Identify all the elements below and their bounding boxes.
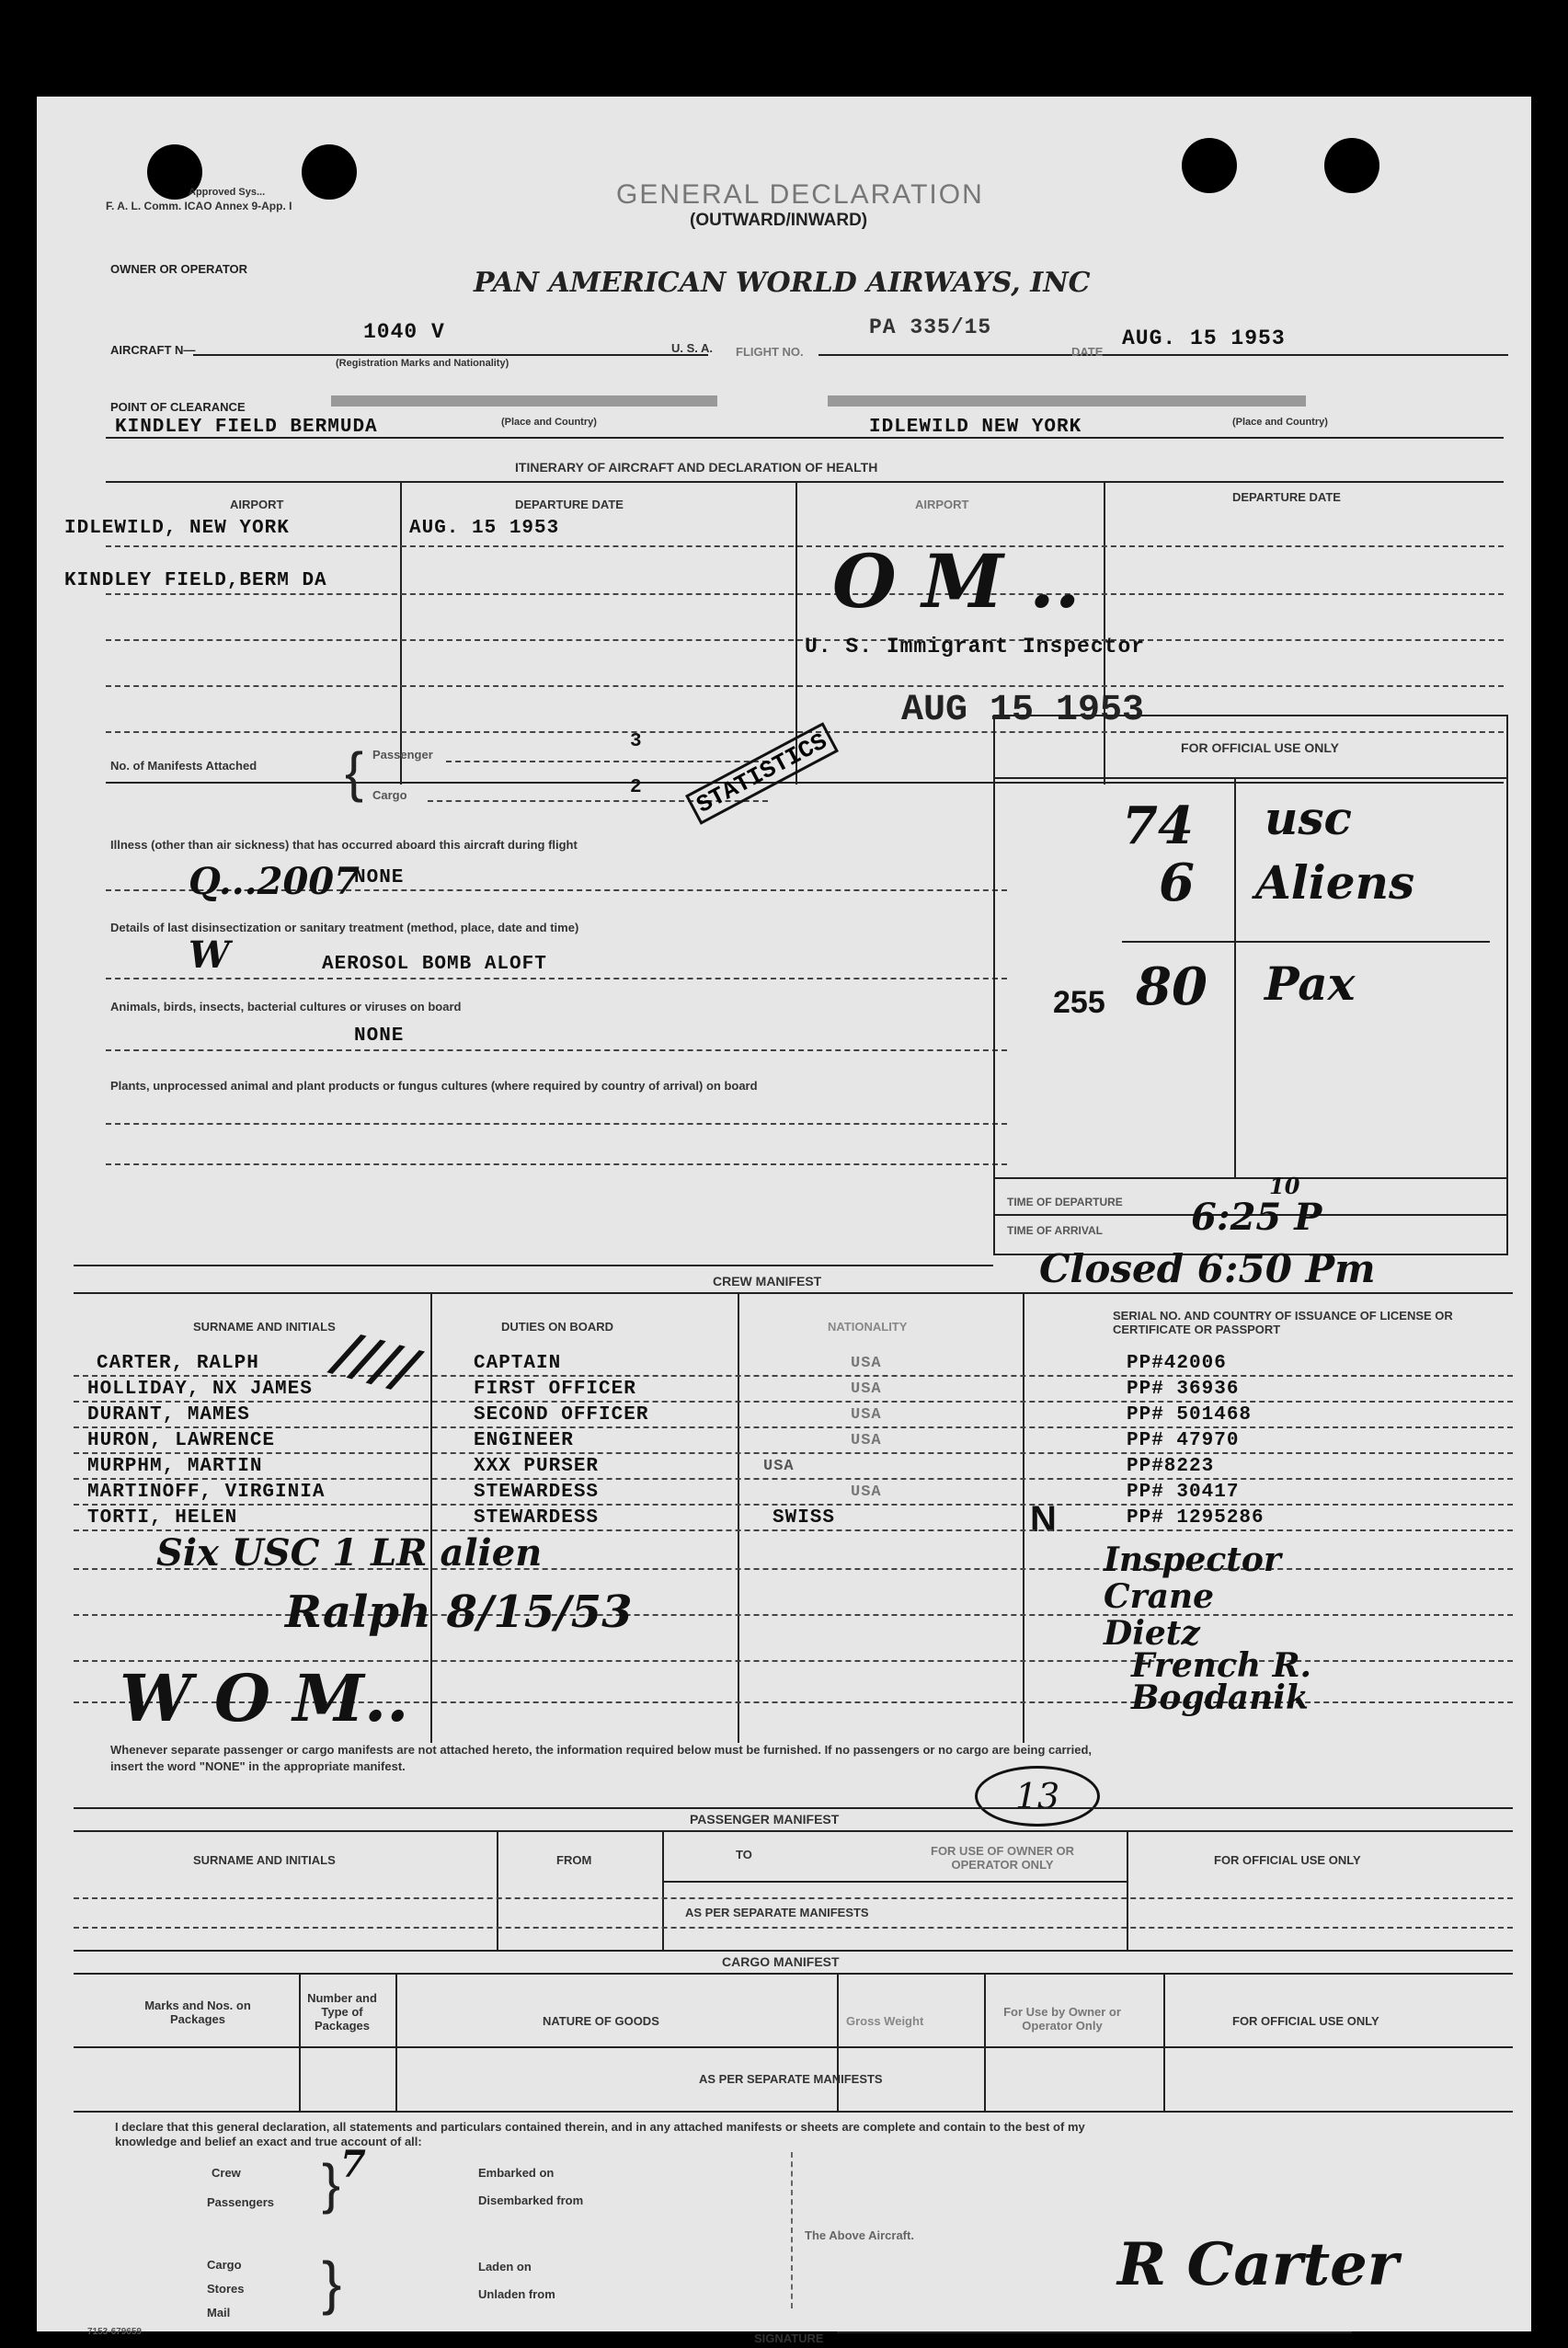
crew-col-name: SURNAME AND INITIALS: [193, 1320, 336, 1334]
crew-name: CARTER, RALPH: [97, 1353, 259, 1374]
mail-label: Mail: [207, 2306, 231, 2319]
signature-name: Crane: [1104, 1577, 1215, 1616]
form-title: GENERAL DECLARATION: [616, 179, 984, 210]
crew-duty: CAPTAIN: [474, 1353, 562, 1374]
redaction-bar: [828, 395, 1306, 407]
approved-note: Approved Sys...: [189, 187, 266, 198]
official-box-title: FOR OFFICIAL USE ONLY: [1181, 740, 1339, 755]
closed-note: Closed 6:50 Pm: [1039, 1246, 1376, 1291]
cm-note: AS PER SEPARATE MANIFESTS: [699, 2072, 883, 2086]
clearance-from-caption: (Place and Country): [501, 417, 597, 428]
statistics-stamp: STATISTICS: [685, 722, 839, 825]
crew-count-value: 7: [340, 2143, 366, 2186]
notice-line-2: insert the word "NONE" in the appropriate manifest.: [110, 1759, 406, 1773]
manifests-label: No. of Manifests Attached: [110, 759, 258, 773]
crew-nat: SWISS: [773, 1507, 836, 1529]
cm-col-nature: NATURE OF GOODS: [543, 2014, 659, 2028]
illness-value: NONE: [354, 867, 405, 888]
crew-nat: USA: [851, 1483, 882, 1501]
crew-col-nat: NATIONALITY: [828, 1320, 908, 1334]
reg-caption: (Registration Marks and Nationality): [336, 358, 509, 369]
aircraft-reg: 1040 V: [363, 320, 445, 344]
col-airport-2: AIRPORT: [915, 498, 969, 511]
crew-duty: STEWARDESS: [474, 1507, 600, 1529]
punch-hole: [1182, 138, 1237, 193]
cargo-manifest-title: CARGO MANIFEST: [722, 1954, 840, 1969]
cargo-count-label: Cargo: [207, 2258, 242, 2272]
embarked-label: Embarked on: [478, 2166, 555, 2180]
cargo-label: Cargo: [372, 788, 407, 802]
total-prefix: 255: [1053, 985, 1105, 1020]
itinerary-airport-1: IDLEWILD, NEW YORK: [64, 518, 290, 539]
pm-col-to: TO: [736, 1848, 752, 1861]
passenger-value: 3: [630, 731, 643, 752]
form-subtitle: (OUTWARD/INWARD): [690, 211, 868, 230]
crew-col-duty: DUTIES ON BOARD: [501, 1320, 614, 1334]
crew-license: PP#8223: [1127, 1456, 1215, 1477]
arrival-time-label: TIME OF ARRIVAL: [1007, 1224, 1103, 1237]
itinerary-airport-2: KINDLEY FIELD,BERM DA: [64, 570, 327, 591]
cm-col-weight: Gross Weight: [846, 2014, 924, 2028]
disinsect-label: Details of last disinsectization or sanitary treatment (method, place, date and time): [110, 921, 579, 934]
passengers-count-label: Passengers: [207, 2195, 274, 2209]
total-count: 80: [1136, 956, 1207, 1017]
owner-label: OWNER OR OPERATOR: [110, 262, 248, 276]
signature-name: Bogdanik: [1131, 1678, 1309, 1717]
declaration-text-2: knowledge and belief an exact and true account of all:: [115, 2135, 422, 2148]
crew-name: DURANT, MAMES: [87, 1404, 250, 1426]
pm-col-from: FROM: [556, 1853, 592, 1867]
crew-name: TORTI, HELEN: [87, 1507, 238, 1529]
plants-label: Plants, unprocessed animal and plant products or fungus cultures (where required by country of arrival) on board: [110, 1079, 758, 1093]
crew-title: CREW MANIFEST: [713, 1274, 822, 1289]
aboard-text: The Above Aircraft.: [805, 2228, 914, 2242]
usc-label: usc: [1265, 791, 1352, 845]
crew-nat: USA: [851, 1406, 882, 1424]
unladen-label: Unladen from: [478, 2287, 555, 2301]
clearance-from: KINDLEY FIELD BERMUDA: [115, 417, 378, 438]
punch-hole: [302, 144, 357, 200]
crew-count-label: Crew: [212, 2166, 241, 2180]
crew-name: HOLLIDAY, NX JAMES: [87, 1379, 313, 1400]
inspector-title: U. S. Immigrant Inspector: [805, 635, 1146, 659]
circled-number-text: 13: [1014, 1776, 1060, 1816]
crew-license: PP#42006: [1127, 1353, 1227, 1374]
nationality: U. S. A.: [671, 341, 714, 355]
cm-col-owner: For Use by Owner or Operator Only: [1003, 2005, 1121, 2033]
clearance-to: IDLEWILD NEW YORK: [869, 417, 1082, 438]
crew-nat: USA: [851, 1355, 882, 1372]
pm-col-name: SURNAME AND INITIALS: [193, 1853, 336, 1867]
date-label: DATE: [1071, 345, 1104, 359]
itinerary-date-1: AUG. 15 1953: [409, 518, 560, 539]
departure-time-value: 10: [1269, 1173, 1300, 1199]
stores-label: Stores: [207, 2282, 245, 2296]
declaration-text-1: I declare that this general declaration, all statements and particulars contained therein, and in any attached manifests or sheets are complete and contain to the best of my: [115, 2120, 1085, 2134]
passenger-manifest-title: PASSENGER MANIFEST: [690, 1812, 840, 1827]
total-label: Pax: [1265, 956, 1356, 1011]
notice-line-1: Whenever separate passenger or cargo manifests are not attached hereto, the information required below must be furnished. If no passengers or no cargo are being carried,: [110, 1743, 1092, 1757]
crew-duty: ENGINEER: [474, 1430, 574, 1451]
crew-nat: USA: [763, 1458, 795, 1475]
crew-nat: USA: [851, 1432, 882, 1449]
officer-signature: W O M..: [120, 1660, 409, 1736]
punch-hole: [1324, 138, 1379, 193]
crew-duty: FIRST OFFICER: [474, 1379, 636, 1400]
crew-license: PP# 1295286: [1127, 1507, 1265, 1529]
crew-license: PP# 36936: [1127, 1379, 1240, 1400]
aliens-count: 6: [1159, 853, 1195, 913]
cm-col-number: Number and Type of Packages: [307, 1991, 377, 2033]
circled-number: [975, 1766, 1100, 1827]
departure-time-label: TIME OF DEPARTURE: [1007, 1196, 1123, 1208]
crew-col-lic: SERIAL NO. AND COUNTRY OF ISSUANCE OF LICENSE OR CERTIFICATE OR PASSPORT: [1113, 1309, 1453, 1336]
crew-duty: XXX PURSER: [474, 1456, 600, 1477]
form-sheet: Approved Sys... F. A. L. Comm. ICAO Annex 9-App. I GENERAL DECLARATION (OUTWARD/INWARD) OWNER OR OPERATOR PAN AMERICAN WORLD AIRWAYS, INC AIRCRAFT N— 1040 V (Registration Marks and Nationality) U. S. A. FLIGHT NO. PA 335/15 DATE AUG. 15 1953 POINT OF CLEARANCE KINDLEY FIELD BERMUDA (Place and Country) IDLEWILD NEW YORK (Place and Country) ITINERARY OF AIRCRAFT AND DECLARATION OF HEALTH AIRPORT DEPARTURE DATE AIRPORT DEPARTURE DATE IDLEWILD, NEW YORK AUG. 15 1953 KINDLEY FIELD,BERM DA O M .. U. S. Immigrant Inspector AUG 15 1953 No. of Manifests Attached { Passenger 3 Cargo 2 STATISTICS Illness (other than air sickness) that has occurred aboard this aircraft during flight NONE Q...2007 Details of last disinsectization or sanitary treatment (method, place, date and time) AEROSOL BOMB ALOFT W Animals, birds, insects, bacterial cultures or viruses on board NONE Plants, unprocessed animal and plant products or fungus cultures (where required by country of arrival) on board FOR OFFICIAL USE ONLY 74 usc 6 Aliens 255 80 Pax TIME OF DEPARTURE 10 TIME OF ARRIVAL 6:25 P Closed 6:50 Pm CREW MANIFEST SURNAME AND INITIALS DUTIES ON BOARD NATIONALITY SERIAL NO. AND COUNTRY OF ISSUANCE OF LICENSE OR CERTIFICATE OR PASSPORT CARTER, RALPH CAPTAIN USA PP#42006 HOLLIDAY, NX JAMES FIRST OFFICER USA PP# 36936 DURANT, MAMES SECOND OFFICER USA PP# 501468 HURON, LAWRENCE ENGINEER USA PP# 47970 MURPHM, MARTIN XXX PURSER USA PP#8223 MARTINOFF, VIRGINIA STEWARDESS USA PP# 30417 TORTI, HELEN STEWARDESS SWISS N PP# 1295286 //// Six USC 1 LR alien Ralph 8/15/53 W O M.. Inspector Crane Dietz French R. Bogdanik Whenever separate passenger or cargo manifests are not attached hereto, the information required below must be furnished. If no passengers or no cargo are being carried, insert the word "NONE" in the appropriate manifest. 13 PASSENGER MANIFEST SURNAME AND INITIALS FROM TO FOR USE OF OWNER OR OPERATOR ONLY FOR OFFICIAL USE ONLY AS PER SEPARATE MANIFESTS CARGO MANIFEST Marks and Nos. on Packages Number and Type of Packages NATURE OF GOODS Gross Weight For Use by Owner or Operator Only FOR OFFICIAL USE ONLY AS PER SEPARATE MANIFESTS I declare that this general declaration, all statements and particulars contained therein, and in any attached manifests or sheets are complete and contain to the best of my knowledge and belief an exact and true account of all: Crew } 7 Passengers Embarked on Disembarked from Cargo Stores Mail } Laden on Unladen from The Above Aircraft. SIGNATURE R Carter 7153-679659: [37, 97, 1531, 2331]
clearance-label: POINT OF CLEARANCE: [110, 400, 246, 414]
crew-name: MARTINOFF, VIRGINIA: [87, 1482, 326, 1503]
animals-label: Animals, birds, insects, bacterial cultures or viruses on board: [110, 1000, 462, 1014]
clearance-to-caption: (Place and Country): [1232, 417, 1328, 428]
flight-label: FLIGHT NO.: [736, 345, 804, 359]
disinsect-value: AEROSOL BOMB ALOFT: [322, 954, 547, 975]
form-number: 7153-679659: [87, 2327, 142, 2337]
cm-col-marks: Marks and Nos. on Packages: [144, 1999, 251, 2026]
usc-count: 74: [1122, 796, 1194, 856]
crew-handwritten-note: Six USC 1 LR alien: [156, 1531, 543, 1575]
disembarked-label: Disembarked from: [478, 2193, 584, 2207]
crew-name: HURON, LAWRENCE: [87, 1430, 276, 1451]
fal-reference: F. A. L. Comm. ICAO Annex 9-App. I: [106, 200, 292, 212]
inspector-signature: O M ..: [832, 538, 1081, 624]
crew-name: MURPHM, MARTIN: [87, 1456, 263, 1477]
laden-label: Laden on: [478, 2260, 532, 2274]
illness-label: Illness (other than air sickness) that has occurred aboard this aircraft during flight: [110, 838, 578, 852]
flight-no: PA 335/15: [869, 315, 992, 339]
redaction-bar: [331, 395, 717, 407]
crew-duty: STEWARDESS: [474, 1482, 600, 1503]
n-mark: N: [1030, 1499, 1057, 1540]
date-value: AUG. 15 1953: [1122, 326, 1286, 350]
cargo-value: 2: [630, 777, 643, 798]
crew-handwritten-date: Ralph 8/15/53: [285, 1586, 633, 1638]
signature-name: Inspector: [1104, 1541, 1281, 1579]
aircraft-label: AIRCRAFT N—: [110, 343, 196, 357]
handwritten-note: Q...2007: [189, 860, 360, 903]
crew-license: PP# 501468: [1127, 1404, 1253, 1426]
crew-duty: SECOND OFFICER: [474, 1404, 649, 1426]
col-departure: DEPARTURE DATE: [515, 498, 624, 511]
pm-col-owner: FOR USE OF OWNER OR OPERATOR ONLY: [931, 1844, 1074, 1872]
signature-label: SIGNATURE: [754, 2331, 824, 2345]
pm-note: AS PER SEPARATE MANIFESTS: [685, 1906, 869, 1919]
crew-nat: USA: [851, 1380, 882, 1398]
col-departure-2: DEPARTURE DATE: [1232, 490, 1341, 504]
stamp-date: AUG 15 1953: [901, 690, 1145, 731]
captain-signature: R Carter: [1117, 2230, 1399, 2299]
signature-name: French R.: [1131, 1646, 1312, 1685]
animals-value: NONE: [354, 1025, 405, 1047]
passenger-label: Passenger: [372, 748, 433, 762]
col-airport: AIRPORT: [230, 498, 284, 511]
owner-value: PAN AMERICAN WORLD AIRWAYS, INC: [474, 267, 1091, 299]
crew-license: PP# 47970: [1127, 1430, 1240, 1451]
pm-col-official: FOR OFFICIAL USE ONLY: [1214, 1853, 1361, 1867]
aliens-label: Aliens: [1255, 855, 1415, 910]
arrival-time-value: 6:25 P: [1191, 1196, 1322, 1239]
tally-marks: ////: [328, 1319, 424, 1403]
crew-license: PP# 30417: [1127, 1482, 1240, 1503]
itinerary-title: ITINERARY OF AIRCRAFT AND DECLARATION OF HEALTH: [515, 460, 878, 475]
signature-name: Dietz: [1104, 1614, 1200, 1653]
cm-col-official: FOR OFFICIAL USE ONLY: [1232, 2014, 1379, 2028]
handwritten-note: W: [189, 933, 230, 977]
